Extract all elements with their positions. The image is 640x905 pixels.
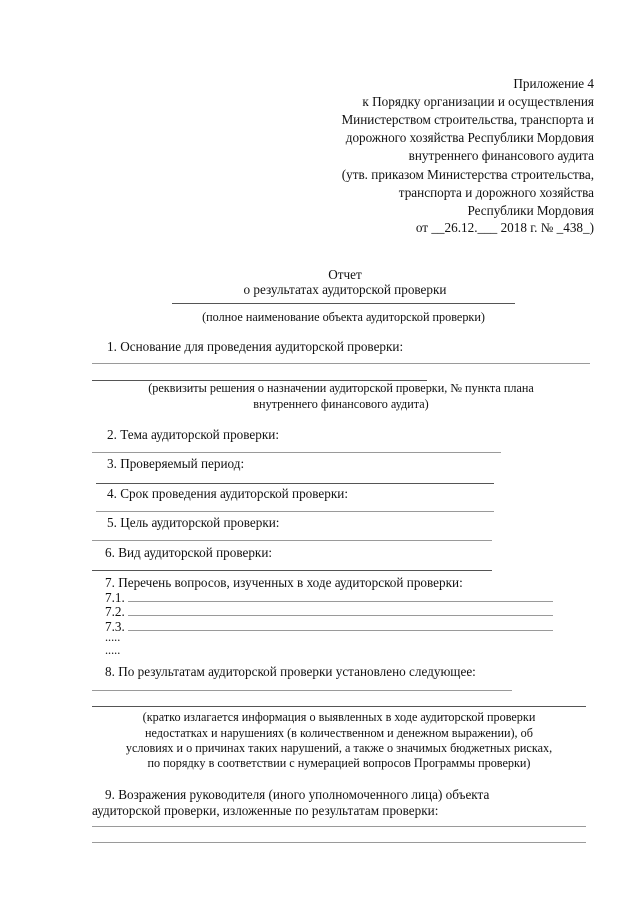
section-9-heading: 9. Возражения руководителя (иного уполномоченного лица) объекта — [105, 787, 490, 802]
section-1-heading: 1. Основание для проведения аудиторской проверки: — [107, 339, 404, 354]
report-title: Отчет — [328, 267, 362, 282]
appendix-approval-date: от __26.12.___ 2018 г. № _438_) — [415, 220, 594, 235]
section-2-heading: 2. Тема аудиторской проверки: — [107, 427, 279, 442]
section-2-line — [92, 452, 501, 453]
section-9-line-1 — [92, 826, 586, 827]
section-3-line — [96, 483, 494, 484]
section-1-caption-1: (реквизиты решения о назначении аудиторской проверки, № пункта плана — [148, 381, 534, 395]
appendix-line-8: Республики Мордовия — [467, 203, 594, 218]
section-7-ellipsis-1: ..... — [105, 630, 121, 644]
section-8-line-2 — [92, 706, 586, 707]
appendix-line-7: транспорта и дорожного хозяйства — [398, 185, 594, 200]
section-3-heading: 3. Проверяемый период: — [107, 456, 245, 471]
object-name-line — [172, 303, 515, 304]
section-9-heading-continued: аудиторской проверки, изложенные по результатам проверки: — [92, 803, 439, 818]
section-7-item-3: 7.3. — [105, 619, 125, 634]
section-7-ellipsis-2: ..... — [105, 643, 121, 657]
section-8-line-1 — [92, 690, 512, 691]
section-1-line-1 — [92, 363, 590, 364]
appendix-line-4: дорожного хозяйства Республики Мордовия — [345, 130, 594, 145]
object-name-caption: (полное наименование объекта аудиторской проверки) — [202, 310, 485, 324]
section-7-item-2: 7.2. — [105, 604, 125, 619]
section-7-heading: 7. Перечень вопросов, изученных в ходе аудиторской проверки: — [105, 575, 463, 590]
section-4-heading: 4. Срок проведения аудиторской проверки: — [107, 486, 348, 501]
report-subtitle: о результатах аудиторской проверки — [243, 282, 447, 297]
section-7-item-1-line — [128, 601, 553, 602]
appendix-line-2: к Порядку организации и осуществления — [362, 94, 594, 109]
appendix-line-5: внутреннего финансового аудита — [408, 148, 594, 163]
appendix-line-3: Министерством строительства, транспорта и — [341, 112, 594, 127]
section-8-caption-3: условиях и о причинах таких нарушений, а также о значимых бюджетных рисках, — [125, 741, 553, 755]
section-7-item-1: 7.1. — [105, 590, 125, 605]
section-6-line — [92, 570, 492, 571]
section-7-item-2-line — [128, 615, 553, 616]
section-7-item-3-line — [128, 630, 553, 631]
section-6-heading: 6. Вид аудиторской проверки: — [105, 545, 273, 560]
section-8-caption-2: недостатках и нарушениях (в количественном и денежном выражении), об — [145, 726, 533, 740]
appendix-line-1: Приложение 4 — [513, 76, 594, 91]
section-5-heading: 5. Цель аудиторской проверки: — [107, 515, 280, 530]
section-1-caption-2: внутреннего финансового аудита) — [253, 397, 429, 411]
section-9-line-2 — [92, 842, 586, 843]
section-4-line — [96, 511, 494, 512]
section-8-heading: 8. По результатам аудиторской проверки установлено следующее: — [105, 664, 476, 679]
section-5-line — [92, 540, 492, 541]
section-8-caption-4: по порядку в соответствии с нумерацией вопросов Программы проверки) — [147, 756, 531, 770]
section-8-caption-1: (кратко излагается информация о выявленных в ходе аудиторской проверки — [142, 710, 536, 724]
appendix-line-6: (утв. приказом Министерства строительства, — [341, 167, 594, 182]
